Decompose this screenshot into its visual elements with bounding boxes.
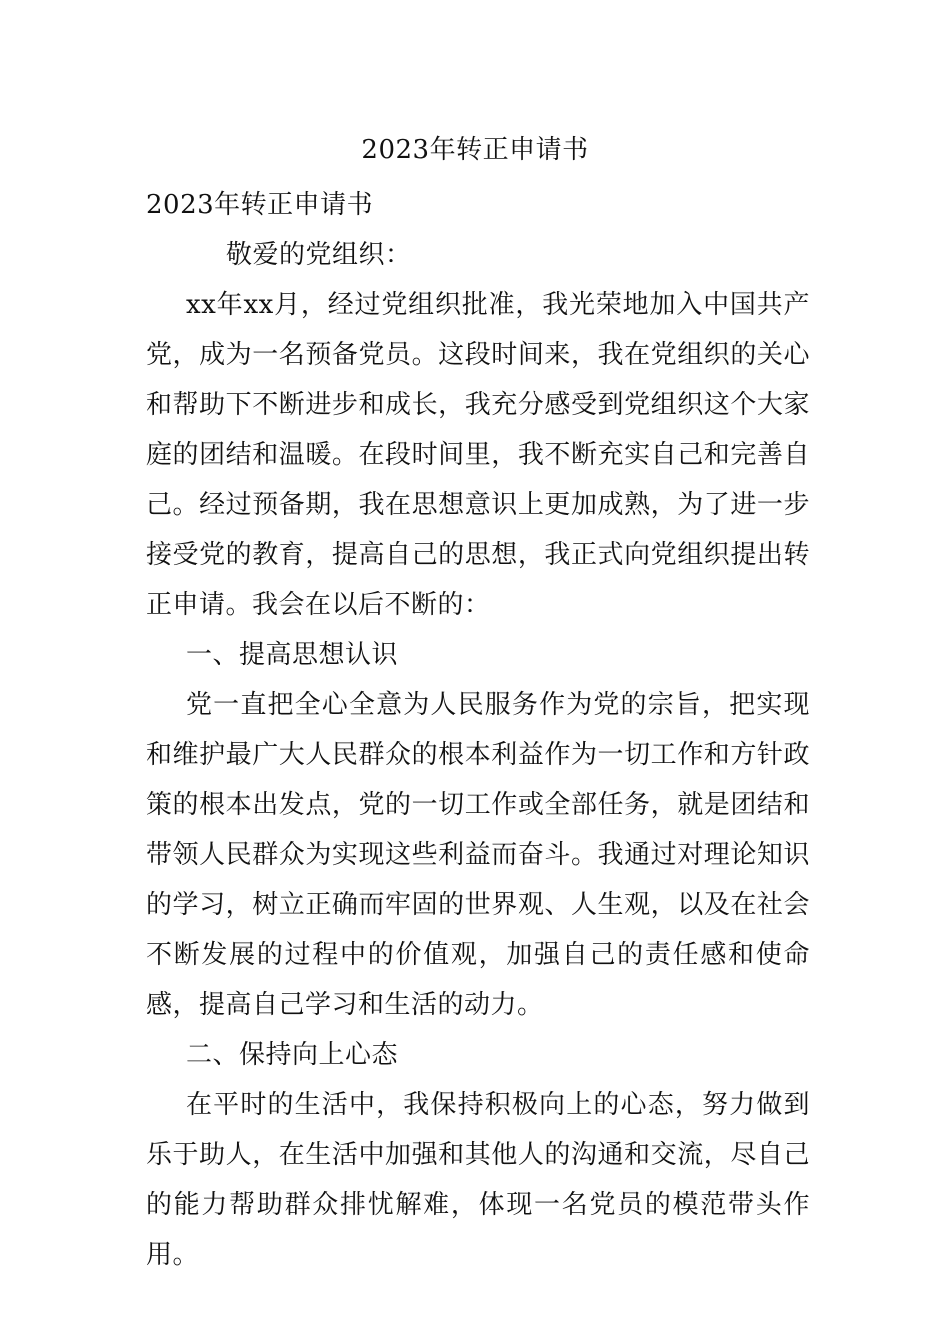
salutation: 敬爱的党组织： xyxy=(226,240,412,270)
intro-paragraph: xx年xx月，经过党组织批准，我光荣地加入中国共产党，成为一名预备党员。这段时间来，我在党组织的关心和帮助下不断进步和成长，我充分感受到党组织这个大家庭的团结和温暖。在段时间里，我不断充实自己和完善自己。经过预备期，我在思想意识上更加成熟，为了进一步接受党的教育，提高自己的思想，我正式向党组织提出转正申请。我会在以后不断的： xyxy=(146,290,810,620)
document-title: 2023年转正申请书 xyxy=(361,135,589,165)
section-1-paragraph: 党一直把全心全意为人民服务作为党的宗旨，把实现和维护最广大人民群众的根本利益作为一切工作和方针政策的根本出发点，党的一切工作或全部任务，就是团结和带领人民群众为实现这些利益而奋斗。我通过对理论知识的学习，树立正确而牢固的世界观、人生观，以及在社会不断发展的过程中的价值观，加强自己的责任感和使命感，提高自己学习和生活的动力。 xyxy=(146,690,810,1020)
document-body xyxy=(146,180,810,1280)
document-subtitle: 2023年转正申请书 xyxy=(146,190,374,220)
section-2-heading: 二、保持向上心态 xyxy=(186,1040,399,1070)
section-1-heading: 一、提高思想认识 xyxy=(186,640,399,670)
section-2-paragraph: 在平时的生活中，我保持积极向上的心态，努力做到乐于助人，在生活中加强和其他人的沟通和交流，尽自己的能力帮助群众排忧解难，体现一名党员的模范带头作用。 xyxy=(146,1090,810,1270)
